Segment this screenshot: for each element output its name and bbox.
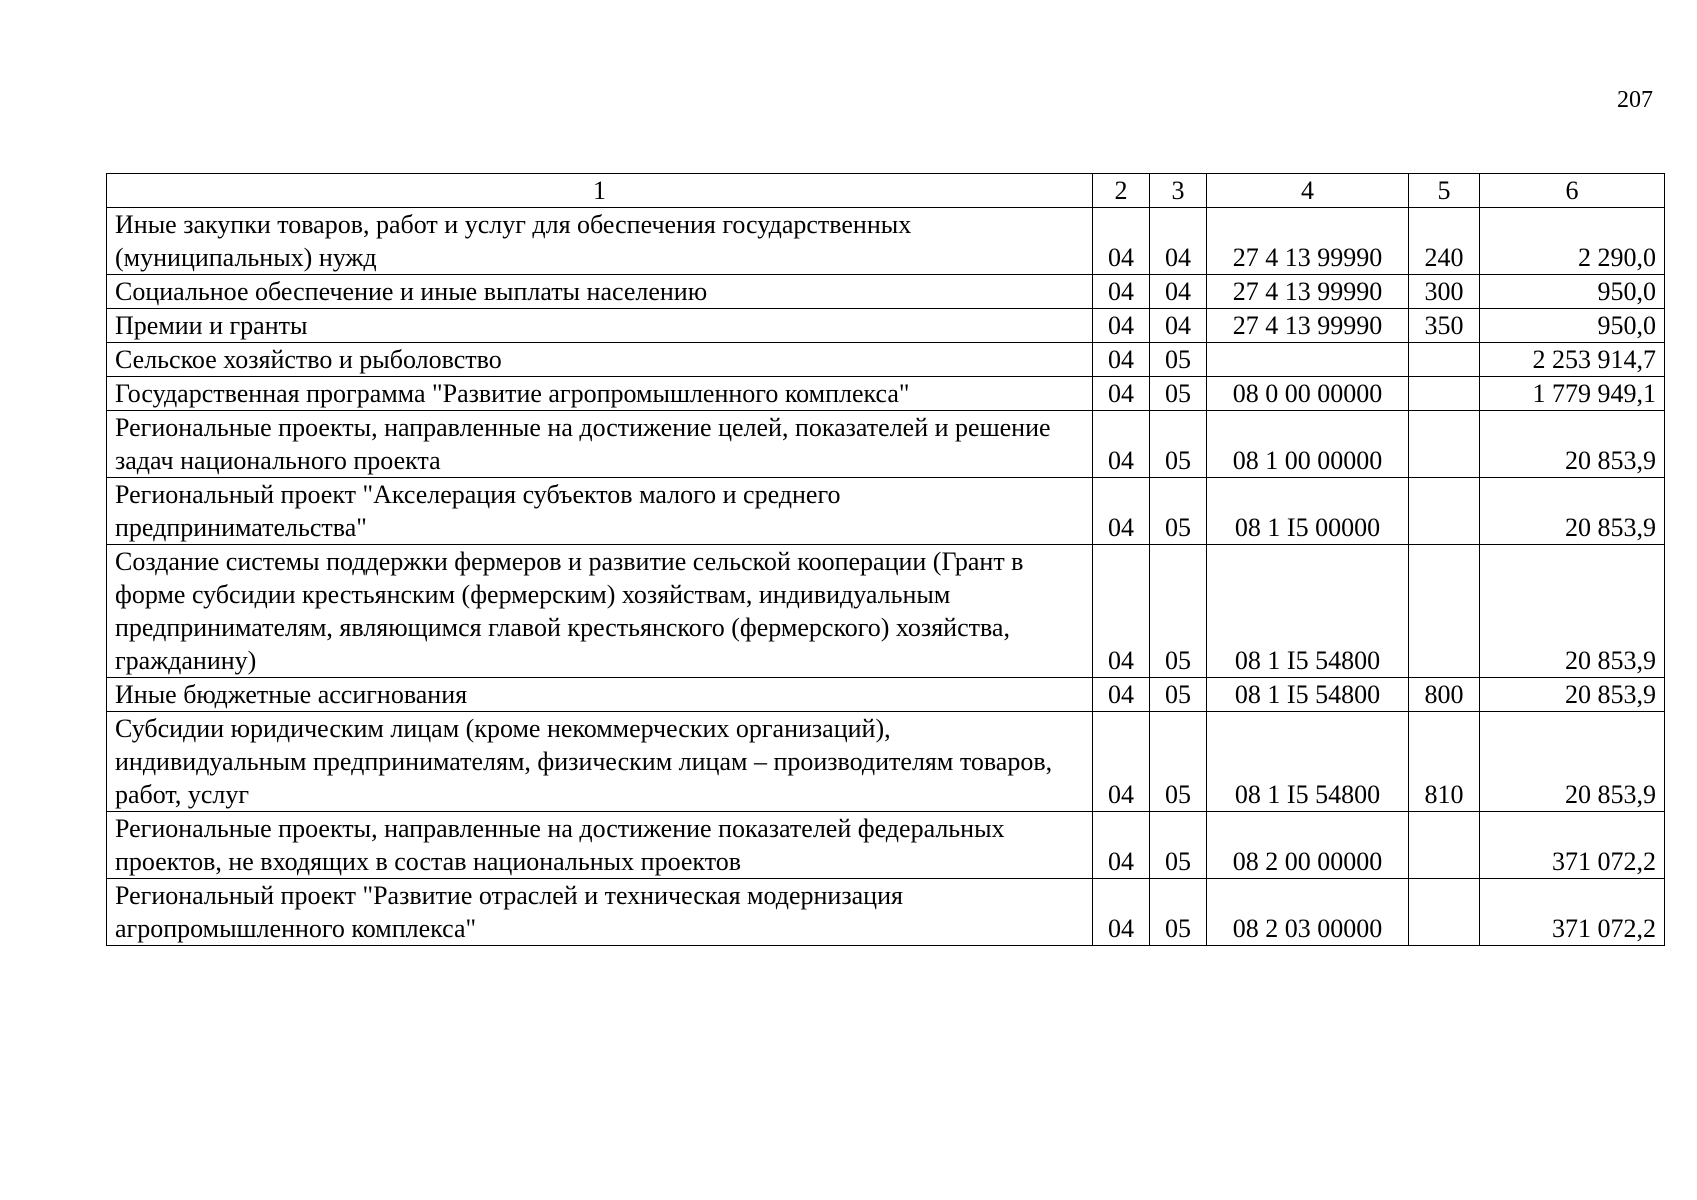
cell-subsection: 05 bbox=[1150, 879, 1207, 946]
cell-name: Региональные проекты, направленные на достижение показателей федеральных проектов, не входящих в состав национальных проектов bbox=[107, 812, 1093, 879]
cell-subsection: 05 bbox=[1150, 377, 1207, 411]
cell-amount: 2 253 914,7 bbox=[1480, 343, 1665, 377]
cell-expense-type bbox=[1409, 879, 1480, 946]
cell-amount: 20 853,9 bbox=[1480, 545, 1665, 678]
cell-subsection: 04 bbox=[1150, 208, 1207, 275]
cell-expense-type bbox=[1409, 478, 1480, 545]
cell-section: 04 bbox=[1093, 678, 1150, 712]
cell-expense-type bbox=[1409, 411, 1480, 478]
table-row bbox=[107, 478, 1665, 545]
table-row bbox=[107, 208, 1665, 275]
table-row bbox=[107, 545, 1665, 678]
cell-target-article: 08 0 00 00000 bbox=[1207, 377, 1409, 411]
cell-expense-type bbox=[1409, 377, 1480, 411]
cell-amount: 20 853,9 bbox=[1480, 478, 1665, 545]
table-body bbox=[107, 174, 1665, 946]
cell-target-article: 08 1 I5 00000 bbox=[1207, 478, 1409, 545]
cell-amount: 20 853,9 bbox=[1480, 678, 1665, 712]
cell-amount: 950,0 bbox=[1480, 275, 1665, 309]
cell-section: 04 bbox=[1093, 812, 1150, 879]
page-number: 207 bbox=[1617, 87, 1653, 113]
cell-name: Социальное обеспечение и иные выплаты населению bbox=[107, 275, 1093, 309]
cell-expense-type bbox=[1409, 343, 1480, 377]
cell-target-article: 08 2 00 00000 bbox=[1207, 812, 1409, 879]
cell-target-article: 08 1 I5 54800 bbox=[1207, 712, 1409, 812]
cell-name: Региональный проект "Развитие отраслей и техническая модернизация агропромышленного комплекса" bbox=[107, 879, 1093, 946]
cell-name: Субсидии юридическим лицам (кроме некоммерческих организаций), индивидуальным предпринимателям, физическим лицам – производителям товаров, работ, услуг bbox=[107, 712, 1093, 812]
cell-subsection: 05 bbox=[1150, 678, 1207, 712]
cell-subsection: 05 bbox=[1150, 411, 1207, 478]
table-row bbox=[107, 812, 1665, 879]
cell-name: Государственная программа "Развитие агропромышленного комплекса" bbox=[107, 377, 1093, 411]
cell-subsection: 04 bbox=[1150, 275, 1207, 309]
header-col-2: 2 bbox=[1093, 174, 1150, 208]
cell-section: 04 bbox=[1093, 411, 1150, 478]
cell-section: 04 bbox=[1093, 712, 1150, 812]
header-col-6: 6 bbox=[1480, 174, 1665, 208]
cell-name: Иные бюджетные ассигнования bbox=[107, 678, 1093, 712]
cell-amount: 2 290,0 bbox=[1480, 208, 1665, 275]
cell-subsection: 05 bbox=[1150, 712, 1207, 812]
cell-name: Премии и гранты bbox=[107, 309, 1093, 343]
cell-expense-type: 350 bbox=[1409, 309, 1480, 343]
cell-target-article: 27 4 13 99990 bbox=[1207, 309, 1409, 343]
cell-target-article: 27 4 13 99990 bbox=[1207, 275, 1409, 309]
cell-expense-type bbox=[1409, 545, 1480, 678]
cell-amount: 1 779 949,1 bbox=[1480, 377, 1665, 411]
cell-section: 04 bbox=[1093, 208, 1150, 275]
cell-expense-type: 240 bbox=[1409, 208, 1480, 275]
header-col-1: 1 bbox=[107, 174, 1093, 208]
cell-target-article: 08 2 03 00000 bbox=[1207, 879, 1409, 946]
header-col-4: 4 bbox=[1207, 174, 1409, 208]
header-col-5: 5 bbox=[1409, 174, 1480, 208]
cell-subsection: 05 bbox=[1150, 343, 1207, 377]
table-row bbox=[107, 309, 1665, 343]
cell-amount: 950,0 bbox=[1480, 309, 1665, 343]
cell-amount: 20 853,9 bbox=[1480, 411, 1665, 478]
cell-target-article bbox=[1207, 343, 1409, 377]
cell-amount: 20 853,9 bbox=[1480, 712, 1665, 812]
table-row bbox=[107, 377, 1665, 411]
budget-table bbox=[106, 173, 1665, 946]
header-col-3: 3 bbox=[1150, 174, 1207, 208]
table-row bbox=[107, 678, 1665, 712]
cell-section: 04 bbox=[1093, 879, 1150, 946]
table-row bbox=[107, 343, 1665, 377]
cell-target-article: 08 1 I5 54800 bbox=[1207, 545, 1409, 678]
cell-name: Сельское хозяйство и рыболовство bbox=[107, 343, 1093, 377]
cell-section: 04 bbox=[1093, 545, 1150, 678]
cell-subsection: 05 bbox=[1150, 812, 1207, 879]
cell-section: 04 bbox=[1093, 478, 1150, 545]
cell-subsection: 05 bbox=[1150, 478, 1207, 545]
cell-section: 04 bbox=[1093, 377, 1150, 411]
cell-name: Региональный проект "Акселерация субъектов малого и среднего предпринимательства" bbox=[107, 478, 1093, 545]
cell-target-article: 08 1 00 00000 bbox=[1207, 411, 1409, 478]
cell-name: Региональные проекты, направленные на достижение целей, показателей и решение задач национального проекта bbox=[107, 411, 1093, 478]
table-row bbox=[107, 879, 1665, 946]
cell-amount: 371 072,2 bbox=[1480, 879, 1665, 946]
cell-subsection: 04 bbox=[1150, 309, 1207, 343]
cell-name: Иные закупки товаров, работ и услуг для обеспечения государственных (муниципальных) нужд bbox=[107, 208, 1093, 275]
cell-target-article: 08 1 I5 54800 bbox=[1207, 678, 1409, 712]
cell-expense-type: 300 bbox=[1409, 275, 1480, 309]
table-header-row bbox=[107, 174, 1665, 208]
table-row bbox=[107, 275, 1665, 309]
cell-section: 04 bbox=[1093, 309, 1150, 343]
cell-expense-type: 810 bbox=[1409, 712, 1480, 812]
cell-section: 04 bbox=[1093, 275, 1150, 309]
cell-expense-type: 800 bbox=[1409, 678, 1480, 712]
cell-amount: 371 072,2 bbox=[1480, 812, 1665, 879]
cell-subsection: 05 bbox=[1150, 545, 1207, 678]
cell-name: Создание системы поддержки фермеров и развитие сельской кооперации (Грант в форме субсидии крестьянским (фермерским) хозяйствам, индивидуальным предпринимателям, являющимся главой крестьянского (фермерского) хозяйства, гражданину) bbox=[107, 545, 1093, 678]
cell-target-article: 27 4 13 99990 bbox=[1207, 208, 1409, 275]
cell-section: 04 bbox=[1093, 343, 1150, 377]
table-row bbox=[107, 411, 1665, 478]
cell-expense-type bbox=[1409, 812, 1480, 879]
table-row bbox=[107, 712, 1665, 812]
